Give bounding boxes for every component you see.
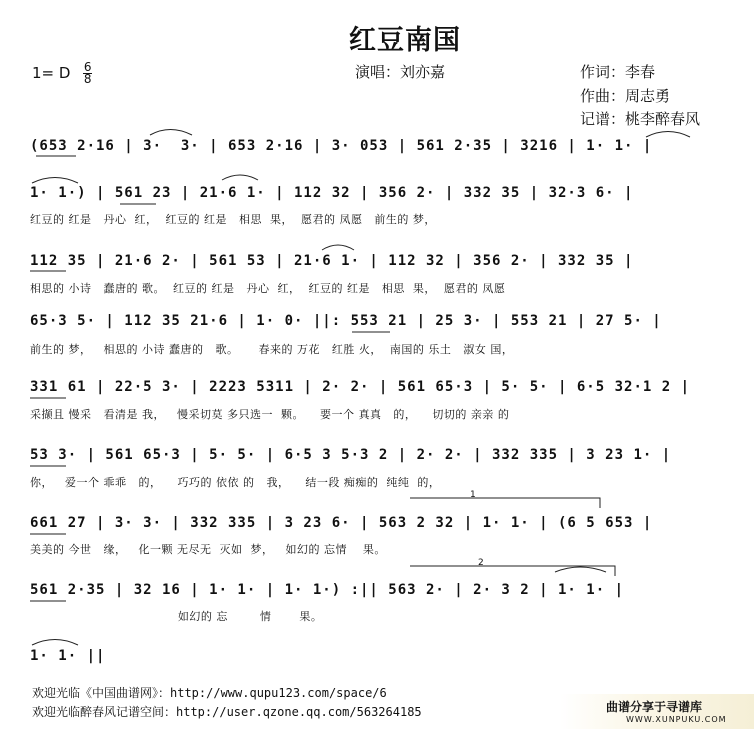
volta-2-label: 2 [478, 558, 484, 568]
notation-line: 561 2·35 | 32 16 | 1· 1· | 1· 1·) :|| 563 2· | 2· 3 2 | 1· 1· | [30, 582, 625, 598]
slur [222, 175, 258, 180]
slur [646, 132, 690, 138]
composer: 作曲：周志勇 [580, 87, 671, 105]
footer-line-1: 欢迎光临《中国曲谱网》：http://www.qupu123.com/space/6 [32, 686, 387, 700]
lyric-line: 你， 爱一个 乖乖 的， 巧巧的 依依 的 我， 结一段 痴痴的 纯纯 的， [30, 476, 441, 489]
lyric-line: 红豆的 红是 丹心 红， 红豆的 红是 相思 果， 愿君的 凤愿 前生的 梦， [30, 213, 436, 226]
lyric-line: 前生的 梦， 相思的 小诗 蠢唐的 歌。 春来的 万花 红胜 火， 南国的 乐土 淑女 国， [30, 343, 514, 356]
stamp-url: WWW.XUNPUKU.COM [626, 715, 727, 724]
notation-line: 1· 1· || [30, 648, 106, 664]
lyric-line: 美美的 今世 缘， 化一颗 无尽无 灭如 梦， 如幻的 忘情 果。 [30, 543, 386, 556]
slur [32, 178, 78, 184]
key-label: 1= D [32, 64, 71, 82]
time-denominator: 8 [83, 72, 92, 86]
slur [555, 567, 606, 572]
volta-1-label: 1 [470, 490, 476, 500]
slur [32, 640, 78, 646]
stamp-text: 曲谱分享于寻谱库 [606, 700, 703, 714]
transcriber: 记谱：桃李醉春风 [580, 110, 701, 128]
singer: 演唱：刘亦嘉 [355, 63, 446, 81]
notation-line: 53 3· | 561 65·3 | 5· 5· | 6·5 3 5·3 2 | 2· 2· | 332 335 | 3 23 1· | [30, 447, 672, 463]
slur [150, 130, 192, 136]
time-numerator: 6 [83, 60, 92, 74]
notation-line: 112 35 | 21·6 2· | 561 53 | 21·6 1· | 112 32 | 356 2· | 332 35 | [30, 253, 634, 269]
lyric-line: 如幻的 忘 情 果。 [30, 610, 323, 623]
notation-line: (653 2·16 | 3· 3· | 653 2·16 | 3· 053 | 561 2·35 | 3216 | 1· 1· | [30, 138, 653, 154]
lyricist: 作词：李春 [580, 63, 656, 81]
lyric-line: 采撷且 慢采 看清是 我， 慢采切莫 多只选一 颗。 要一个 真真 的， 切切的 亲亲 的 [30, 408, 510, 421]
volta-1-bracket [410, 498, 600, 508]
notation-line: 65·3 5· | 112 35 21·6 | 1· 0· ||: 553 21 | 25 3· | 553 21 | 27 5· | [30, 313, 662, 329]
song-title: 红豆南国 [349, 25, 461, 56]
notation-line: 331 61 | 22·5 3· | 2223 5311 | 2· 2· | 561 65·3 | 5· 5· | 6·5 32·1 2 | [30, 379, 691, 395]
lyric-line: 相思的 小诗 蠢唐的 歌。 红豆的 红是 丹心 红， 红豆的 红是 相思 果， 愿君的 凤愿 [30, 282, 506, 295]
notation-line: 661 27 | 3· 3· | 332 335 | 3 23 6· | 563 2 32 | 1· 1· | (6 5 653 | [30, 515, 653, 531]
footer-line-2: 欢迎光临醉春风记谱空间：http://user.qzone.qq.com/563264185 [32, 705, 422, 719]
slur [322, 245, 354, 250]
watermark-stamp [560, 694, 754, 729]
notation-line: 1· 1·) | 561 23 | 21·6 1· | 112 32 | 356 2· | 332 35 | 32·3 6· | [30, 185, 634, 201]
